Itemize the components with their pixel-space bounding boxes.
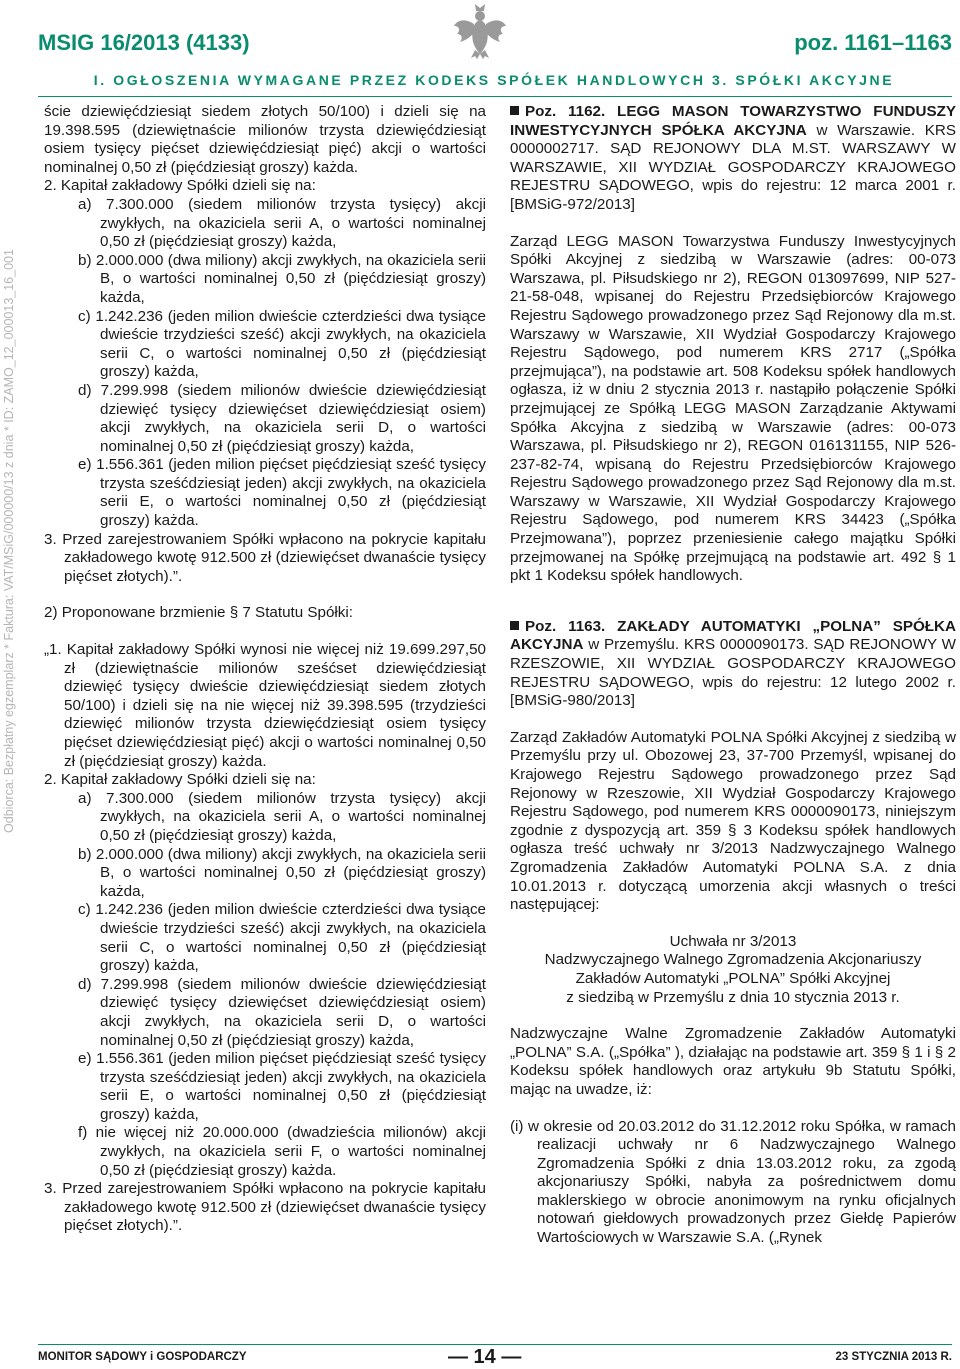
notice-title: Poz. 1162. LEGG MASON TOWARZYSTWO FUNDUSZY INWESTYCYJNYCH SPÓŁKA AKCYJNA xyxy=(510,103,956,139)
resolution-title: z siedzibą w Przemyślu z dnia 10 stycznia 2013 r. xyxy=(566,988,900,1006)
paragraph: Zarząd Zakładów Automatyki POLNA Spółki Akcyjnej z siedzibą w Przemyślu przy ul. Obozowej 23, 37-700 Przemyśl, wpisanej do Krajowego Rejestru Sądowego prowadzonego przez Sąd Rejonowy w Rzeszowie, XII Wydział Gospodarczy Krajowego Rejestru Sądowego, pod numerem KRS 0000090173, niniejszym zgodnie z dyspozycją art. 359 § 3 Kodeksu spółek handlowych ogłasza treść uchwały nr 3/2013 Nadzwyczajnego Walnego Zgromadzenia Zakładów Automatyki POLNA S.A. z dnia 10.01.2013 r. dotyczącą umorzenia akcji własnych o treści następującej: xyxy=(510,728,956,914)
issue-number: MSIG 16/2013 (4133) xyxy=(38,30,250,55)
list-item: e) 1.556.361 (jeden milion pięćset pięćdziesiąt sześć tysięcy trzysta sześćdziesiąt jeden) akcji zwykłych, na okaziciela serii E, o wartości nominalnej 0,50 zł (pięćdziesiąt groszy) każda, xyxy=(78,1050,486,1123)
square-bullet-icon xyxy=(510,106,519,115)
resolution-title: Uchwała nr 3/2013 xyxy=(669,932,797,950)
list-item: c) 1.242.236 (jeden milion dwieście czterdzieści dwa tysiące dwieście trzydzieści sześć) akcji zwykłych, na okaziciela serii C, o wartości nominalnej 0,50 zł (pięćdziesiąt groszy) każda, xyxy=(78,901,486,975)
page-number: — 14 — xyxy=(448,1346,522,1368)
header-rule xyxy=(38,96,952,97)
square-bullet-icon xyxy=(510,621,519,630)
paragraph: 3. Przed zarejestrowaniem Spółki wpłacono na pokrycie kapitału zakładowego kwotę 912.500 zł (dziewięćset dwanaście tysięcy pięćset złotych).”. xyxy=(44,1180,486,1235)
notice-positions: poz. 1161–1163 xyxy=(794,30,952,55)
section-heading: I. OGŁOSZENIA WYMAGANE PRZEZ KODEKS SPÓŁEK HANDLOWYCH 3. SPÓŁKI AKCYJNE xyxy=(93,72,895,88)
paragraph: ście dziewięćdziesiąt siedem złotych 50/100) i dzieli się na 19.398.595 (dziewiętnaście milionów trzysta dziewięćdziesiąt osiem tysięcy pięćset dziewięćdziesiąt pięć) akcji o wartości nominalnej 0,50 zł (pięćdziesiąt groszy) każda. xyxy=(44,103,486,176)
polish-eagle-emblem-icon xyxy=(453,2,507,60)
paragraph: 2) Proponowane brzmienie § 7 Statutu Spółki: xyxy=(44,604,353,622)
paragraph: Nadzwyczajne Walne Zgromadzenie Zakładów Automatyki „POLNA” S.A. („Spółka” ), działając na podstawie art. 359 § 1 i § 2 Kodeksu spółek handlowych oraz artykułu 9b Statutu Spółki, mając na uwadze, iż: xyxy=(510,1025,956,1098)
paragraph: 2. Kapitał zakładowy Spółki dzieli się na: xyxy=(44,177,316,195)
list-item: a) 7.300.000 (siedem milionów trzysta tysięcy) akcji zwykłych, na okaziciela serii A, o wartości nominalnej 0,50 zł (pięćdziesiąt groszy) każda, xyxy=(78,195,486,251)
list-item: d) 7.299.998 (siedem milionów dwieście dziewięćdziesiąt dziewięć tysięcy dziewięćset dziewięćdziesiąt osiem) akcji zwykłych, na okaziciela serii D, o wartości nominalnej 0,50 zł (pięćdziesiąt groszy) każda, xyxy=(78,381,486,455)
list-item: f) nie więcej niż 20.000.000 (dwadzieścia milionów) akcji zwykłych, na okaziciela serii F, o wartości nominalnej 0,50 zł (pięćdziesiąt groszy) każda. xyxy=(78,1124,486,1179)
resolution-title: Nadzwyczajnego Walnego Zgromadzenia Akcjonariuszy xyxy=(544,951,922,969)
list-item: c) 1.242.236 (jeden milion dwieście czterdzieści dwa tysiące dwieście trzydzieści sześć) akcji zwykłych, na okaziciela serii C, o wartości nominalnej 0,50 zł (pięćdziesiąt groszy) każda, xyxy=(78,307,486,381)
notice-registry: w Przemyślu. KRS 0000090173. SĄD REJONOWY W RZESZOWIE, XII WYDZIAŁ GOSPODARCZY KRAJOWEGO REJESTRU SĄDOWEGO, wpis do rejestru: 12 lutego 2002 r. [BMSiG-980/2013] xyxy=(510,636,956,710)
right-column xyxy=(510,103,956,1248)
list-item: b) 2.000.000 (dwa miliony) akcji zwykłych, na okaziciela serii B, o wartości nominalnej 0,50 zł (pięćdziesiąt groszy) każda, xyxy=(78,845,486,900)
footer-rule xyxy=(38,1344,952,1345)
list-item: b) 2.000.000 (dwa miliony) akcji zwykłych, na okaziciela serii B, o wartości nominalnej 0,50 zł (pięćdziesiąt groszy) każda, xyxy=(78,251,486,306)
notice-1163-heading xyxy=(510,618,956,711)
notice-registry: w Warszawie. KRS 0000002717. SĄD REJONOWY DLA M.ST. WARSZAWY W WARSZAWIE, XII WYDZIAŁ GOSPODARCZY KRAJOWEGO REJESTRU SĄDOWEGO, wpis do rejestru: 12 marca 2001 r. [BMSiG-972/2013] xyxy=(510,121,956,213)
list-item: d) 7.299.998 (siedem milionów dwieście dziewięćdziesiąt dziewięć tysięcy dziewięćset dziewięćdziesiąt osiem) akcji zwykłych, na okaziciela serii D, o wartości nominalnej 0,50 zł (pięćdziesiąt groszy) każda, xyxy=(78,975,486,1049)
paragraph: „1. Kapitał zakładowy Spółki wynosi nie więcej niż 19.699.297,50 zł (dziewiętnaście milionów sześćset dziewięćdziesiąt dziewięć tysięcy dwieście dziewięćdziesiąt siedem złotych 50/100) i dzieli się na nie więcej niż 39.398.595 (trzydzieści dziewięć milionów trzysta dziewięćdziesiąt osiem tysięcy pięćset dziewięćdziesiąt pięć) akcji o wartości nominalnej 0,50 zł (pięćdziesiąt groszy) każda. xyxy=(44,641,486,770)
left-column xyxy=(44,103,486,1236)
list-item: (i) w okresie od 20.03.2012 do 31.12.2012 roku Spółka, w ramach realizacji uchwały nr 6 Nadzwyczajnego Walnego Zgromadzenia Spółki z dnia 13.03.2012 roku, za zgodą akcjonariuszy Spółki, nabyła za pośrednictwem domu maklerskiego w obrocie anonimowym na rynku oficjalnych notowań giełdowych prowadzonych przez Giełdę Papierów Wartościowych w Warszawie S.A. („Rynek xyxy=(510,1117,956,1247)
publication-date: 23 STYCZNIA 2013 R. xyxy=(835,1351,952,1363)
paragraph: 3. Przed zarejestrowaniem Spółki wpłacono na pokrycie kapitału zakładowego kwotę 912.500 zł (dziewięćset dwanaście tysięcy pięćset złotych).”. xyxy=(44,530,486,585)
list-item: e) 1.556.361 (jeden milion pięćset pięćdziesiąt sześć tysięcy trzysta sześćdziesiąt jeden) akcji zwykłych, na okaziciela serii E, o wartości nominalnej 0,50 zł (pięćdziesiąt groszy) każda. xyxy=(78,456,486,530)
notice-1162-heading xyxy=(510,103,956,215)
publication-name: MONITOR SĄDOWY i GOSPODARCZY xyxy=(38,1351,247,1363)
list-item: a) 7.300.000 (siedem milionów trzysta tysięcy) akcji zwykłych, na okaziciela serii A, o wartości nominalnej 0,50 zł (pięćdziesiąt groszy) każda, xyxy=(78,789,486,844)
notice-title: Poz. 1163. ZAKŁADY AUTOMATYKI „POLNA” SPÓŁKA AKCYJNA xyxy=(510,617,956,654)
paragraph: 2. Kapitał zakładowy Spółki dzieli się na: xyxy=(44,771,316,789)
resolution-title: Zakładów Automatyki „POLNA” Spółki Akcyjnej xyxy=(575,969,891,987)
paragraph: Zarząd LEGG MASON Towarzystwa Funduszy Inwestycyjnych Spółki Akcyjnej z siedzibą w Warszawie (adres: 00-073 Warszawa, pl. Piłsudskiego nr 2), REGON 013097699, NIP 527-21-58-048, wpisanej do Rejestru Przedsiębiorców Krajowego Rejestru Sądowego prowadzonego przez Sąd Rejonowy dla m.st. Warszawy w Warszawie, XII Wydział Gospodarczy Krajowego Rejestru Sądowego, pod numerem KRS 2717 („Spółka przejmująca”), na podstawie art. 508 Kodeksu spółek handlowych ogłasza, iż w dniu 2 stycznia 2013 r. nastąpiło połączenie Spółki przejmującej ze Spółką LEGG MASON Zarządzanie Aktywami Spółka Akcyjna z siedzibą w Warszawie (adres: 00-073 Warszawa, pl. Piłsudskiego nr 2), REGON 016131155, NIP 526-237-82-74, wpisaną do Rejestru Przedsiębiorców Krajowego Rejestru Sądowego prowadzonego przez Sąd Rejonowy dla m.st. Warszawy w Warszawie, XII Wydział Gospodarczy Krajowego Rejestru Sądowego, pod numerem KRS 34423 („Spółka Przejmowana”), poprzez przeniesienie całego majątku Spółki przejmowanej na Spółkę przejmującą na podstawie art. 492 § 1 pkt 1 Kodeksu spółek handlowych. xyxy=(510,232,956,585)
recipient-watermark: Odbiorca: Bezpłatny egzemplarz * Faktura: VAT/MSiG/000000/13 z dnia * ID: ZAMO_12_000013_16_001 xyxy=(2,249,16,833)
